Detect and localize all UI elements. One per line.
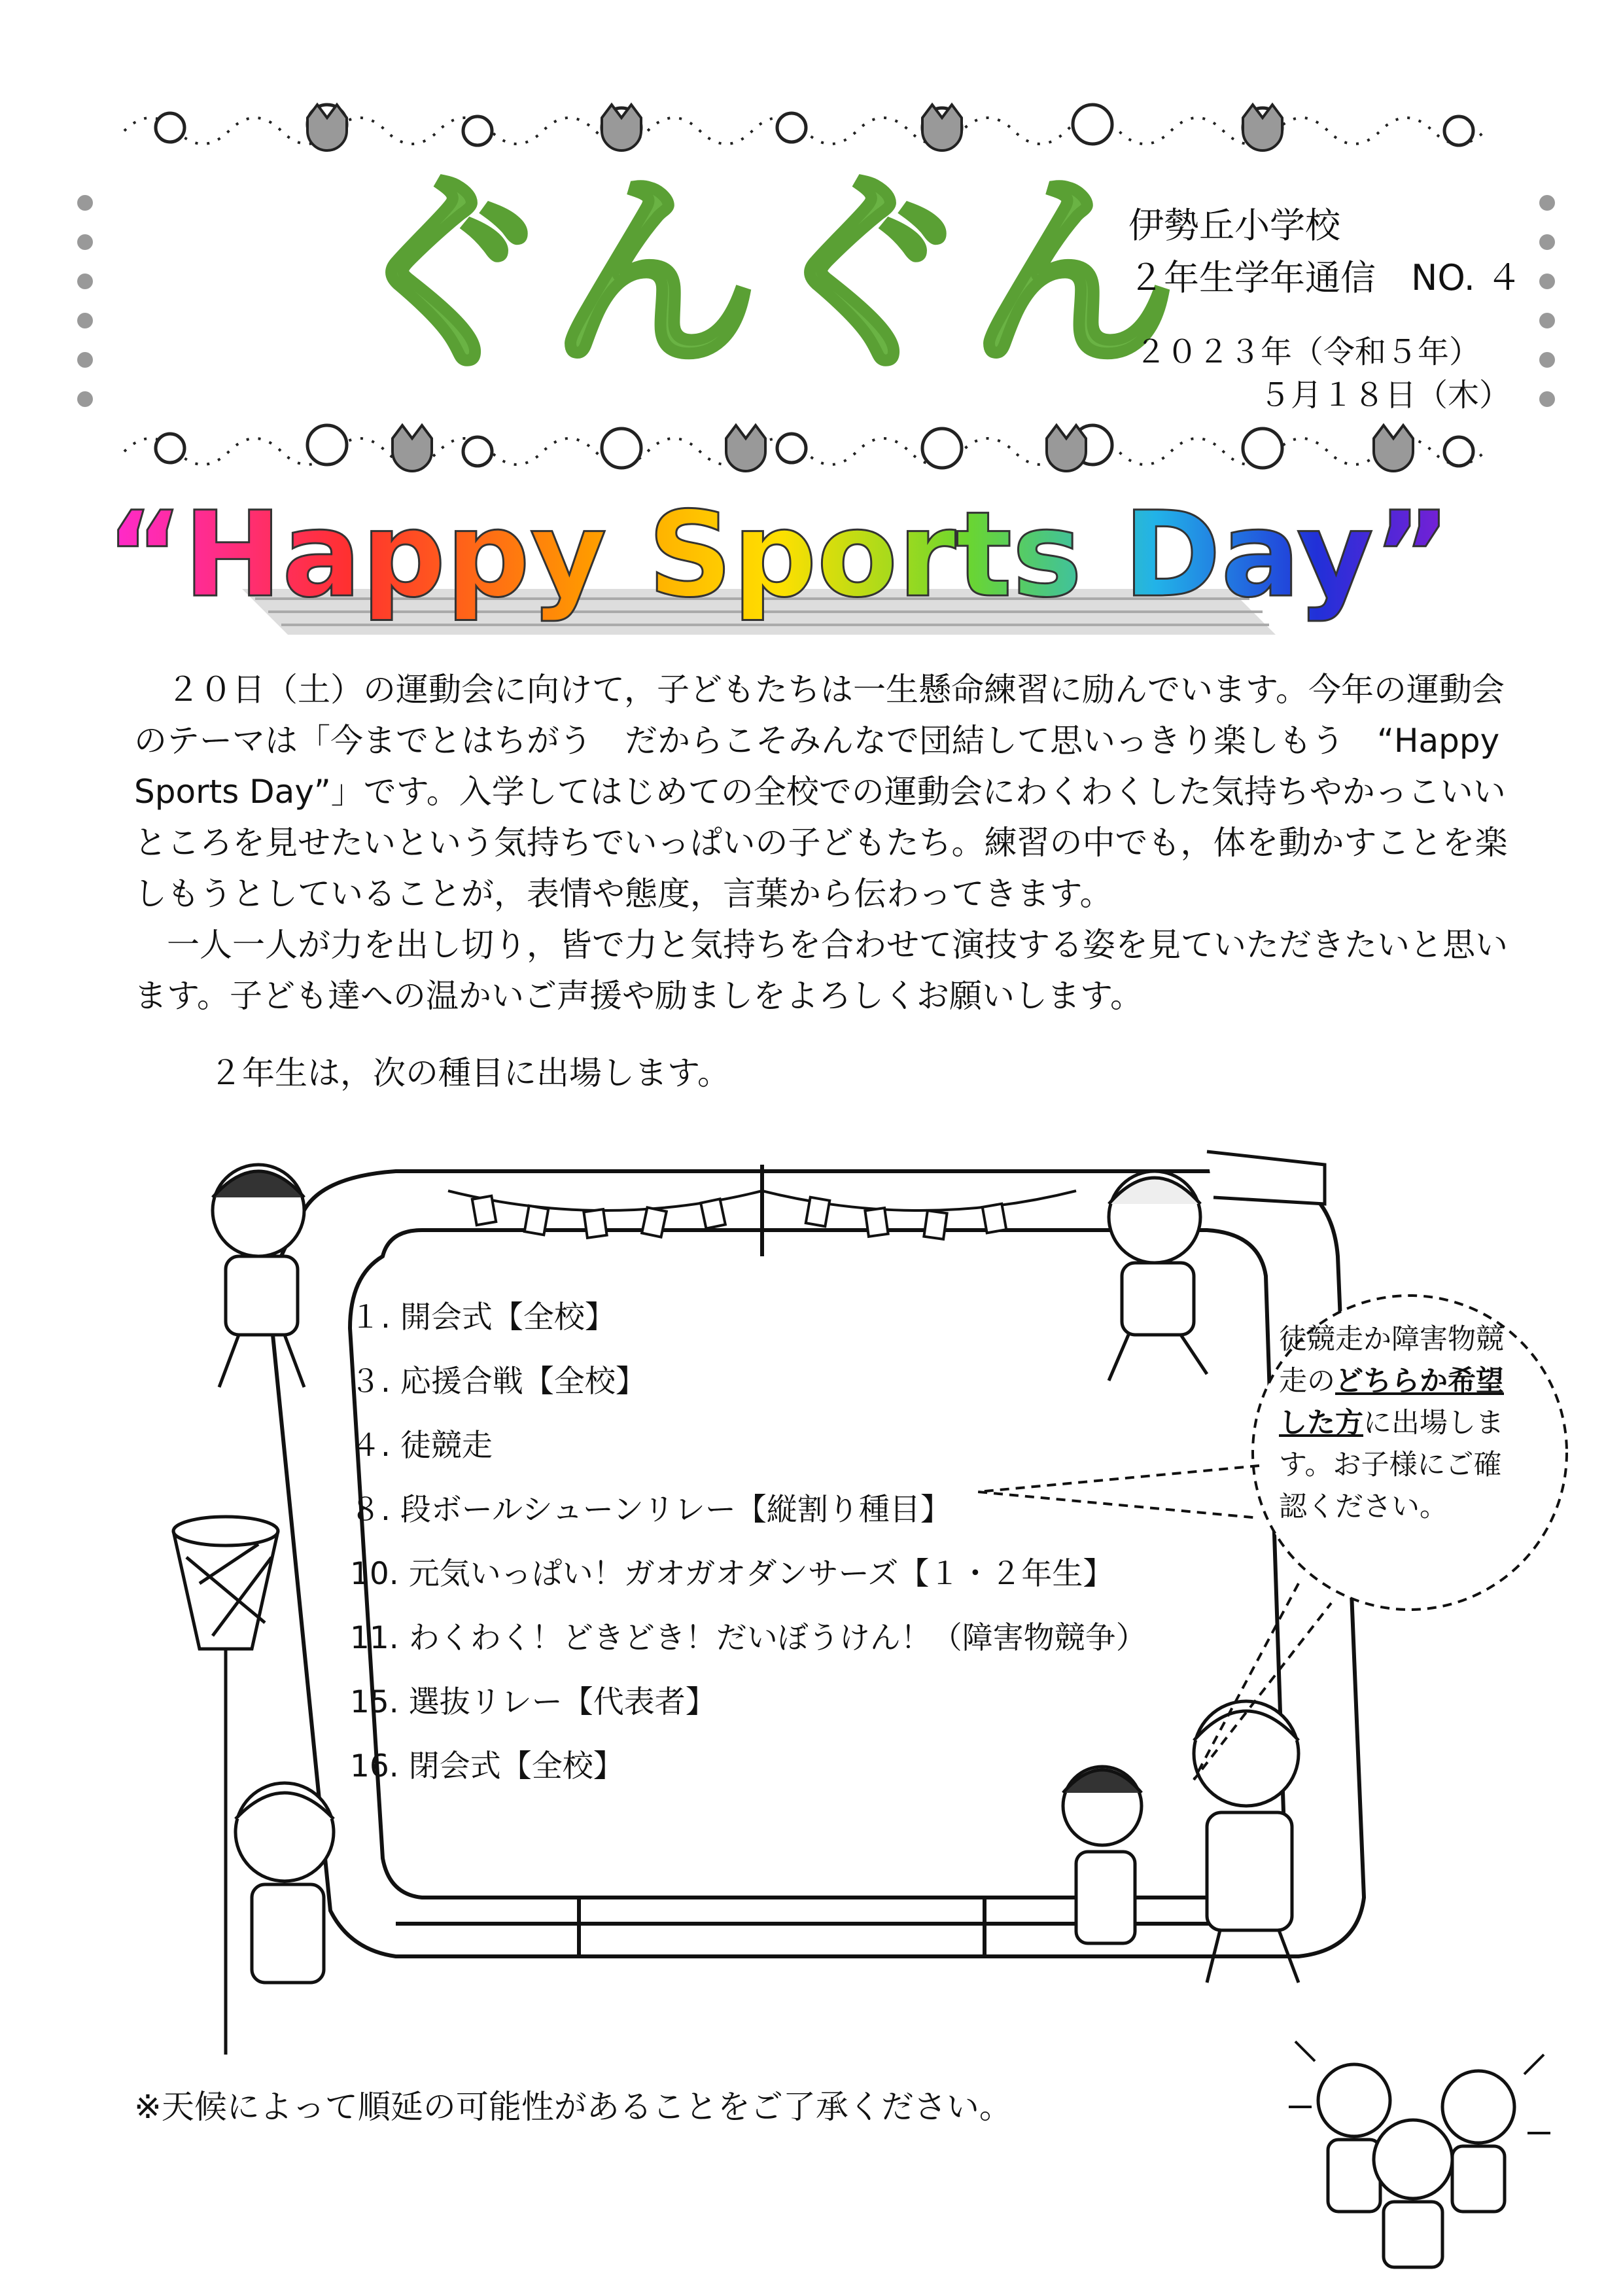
speech-bubble-text: 徒競走か障害物競 走のどちらか希望 した方に出場しま す。お子様にご確 認ください。 xyxy=(1279,1323,1504,1523)
date-line: ５月１８日（木） xyxy=(1259,377,1511,414)
event-item: ８. 段ボールシューンリレー【縦割り種目】 xyxy=(350,1492,951,1528)
school-info xyxy=(1128,200,1522,304)
events-list xyxy=(350,1286,1147,1799)
events-lead: ２年生は，次の種目に出場します。 xyxy=(209,1054,730,1092)
event-item: １. 開会式【全校】 xyxy=(350,1299,616,1335)
newsletter-title-text: ぐんぐん xyxy=(340,153,1178,397)
kid-bottom-left-illustration xyxy=(236,1783,334,1983)
event-item: 11. わくわく！どきどき！だいぼうけん！（障害物競争） xyxy=(350,1620,1147,1656)
left-dot-column xyxy=(72,190,98,425)
paragraph-2: 一人一人が力を出し切り，皆で力と気持ちを合わせて演技する姿を見ていただきたいと思います。子ども達への温かいご声援や励ましをよろしくお願いします。 xyxy=(134,926,1508,1015)
event-item: 16. 閉会式【全校】 xyxy=(350,1748,624,1784)
event-item: ４. 徒競走 xyxy=(350,1428,493,1464)
event-item: ３. 応援合戦【全校】 xyxy=(350,1364,646,1400)
right-dot-column xyxy=(1534,190,1560,425)
event-item: 10. 元気いっぱい！ガオガオダンサーズ【１・２年生】 xyxy=(350,1556,1114,1592)
bottom-decorative-border xyxy=(111,412,1518,491)
issue-date xyxy=(1135,330,1510,417)
cheering-kids-illustration xyxy=(1282,2028,1557,2277)
happy-sports-day-banner xyxy=(106,484,1451,648)
event-item: 15. 選抜リレー【代表者】 xyxy=(350,1684,716,1720)
newsletter-title xyxy=(334,150,1178,412)
intro-text xyxy=(134,664,1514,1021)
paragraph-1: ２０日（土）の運動会に向けて，子どもたちは一生懸命練習に励んでいます。今年の運動会のテーマは「今までとはちがう だからこそみんなで団結して思いっきり楽しもう “Happy Sports Day”」です。入学してはじめての全校での運動会にわくわくした気持ちやかっこいいところを見せたいという気持ちでいっぱいの子どもたち。練習の中でも，体を動かすことを楽しもうとしていることが，表情や態度，言葉から伝わってきます。 xyxy=(134,671,1508,913)
issue-number: ２年生学年通信 NO. ４ xyxy=(1128,257,1522,298)
school-name: 伊勢丘小学校 xyxy=(1128,205,1340,246)
footer-note: ※天候によって順延の可能性があることをご了承ください。 xyxy=(134,2088,1012,2126)
banner-text: “Happy Sports Day” xyxy=(106,487,1451,624)
kid-top-left-illustration xyxy=(213,1165,304,1387)
year-line: ２０２３年（令和５年） xyxy=(1135,334,1481,370)
